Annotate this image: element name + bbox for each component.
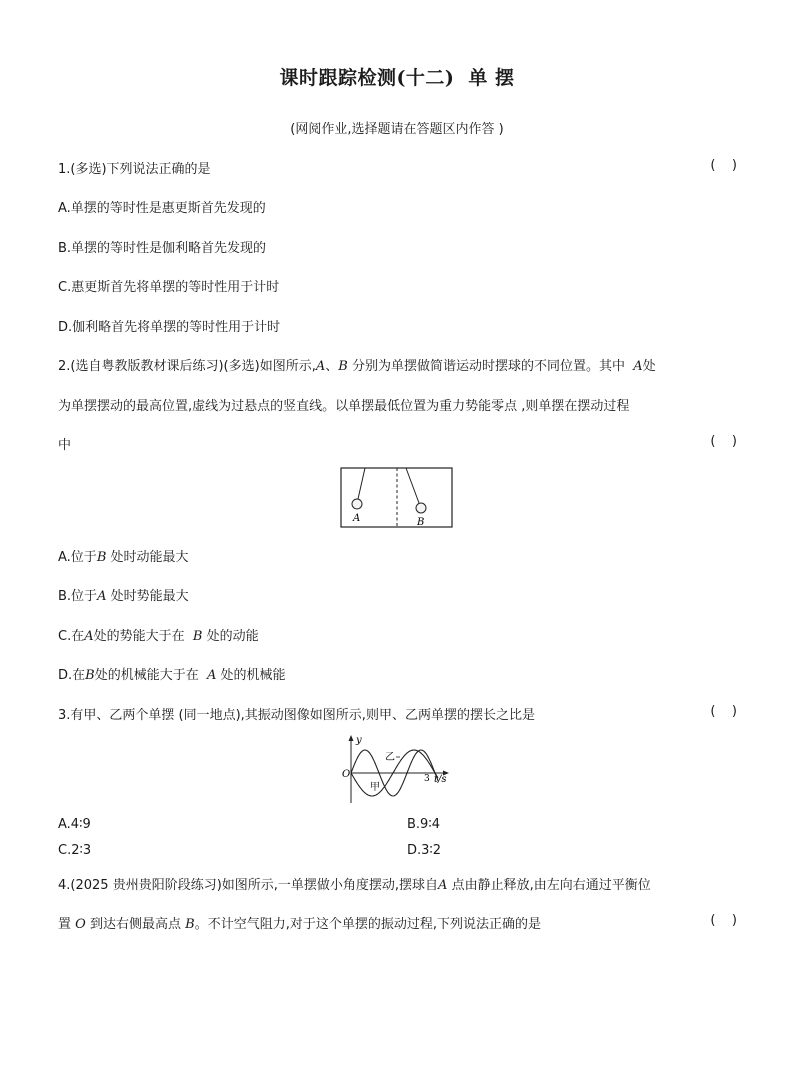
- q1-option-d: D.伽利略首先将单摆的等时性用于计时: [58, 320, 281, 335]
- q4-stem-line2: 置 O 到达右侧最高点 B。不计空气阻力,对于这个单摆的振动过程,下列说法正确的是: [58, 917, 541, 932]
- label-b: B: [417, 517, 425, 528]
- q2-stem-line3: 中: [58, 438, 72, 453]
- origin-label: O: [342, 769, 351, 780]
- q4-answer-paren: ( ): [710, 913, 737, 928]
- q2-option-a: A.位于B 处时动能最大: [58, 550, 189, 565]
- q2-option-b: B.位于A 处时势能最大: [58, 589, 189, 604]
- q2-stem-line2: 为单摆摆动的最高位置,虚线为过悬点的竖直线。以单摆最低位置为重力势能零点 ,则单摆在摆动过程: [58, 399, 630, 414]
- q1-stem: 1.(多选)下列说法正确的是: [58, 162, 211, 177]
- tick-label-3: 3: [424, 774, 430, 784]
- q2-option-c: C.在A处的势能大于在 B 处的动能: [58, 629, 259, 644]
- q4-stem-line1: 4.(2025 贵州贵阳阶段练习)如图所示,一单摆做小角度摆动,摆球自A 点由静止释放,由左向右通过平衡位: [58, 878, 651, 893]
- bob-b: [416, 503, 426, 513]
- q2-stem-line1: 2.(选自粤教版教材课后练习)(多选)如图所示,A、B 分别为单摆做简谐运动时摆球的不同位置。其中 A处: [58, 359, 656, 374]
- title-main: 课时跟踪检测(十二): [279, 67, 455, 89]
- page-subtitle: (网阅作业,选择题请在答题区内作答 ): [290, 122, 504, 137]
- x-axis-label: t/s: [434, 774, 447, 785]
- page-title: [0, 63, 794, 90]
- q3-stem: 3.有甲、乙两个单摆 (同一地点),其振动图像如图所示,则甲、乙两单摆的摆长之比是: [58, 708, 535, 723]
- q3-answer-paren: ( ): [710, 704, 737, 719]
- q2-option-d: D.在B处的机械能大于在 A 处的机械能: [58, 668, 286, 683]
- string-b: [406, 468, 419, 503]
- label-a: A: [353, 513, 361, 524]
- title-topic: 单 摆: [468, 67, 515, 89]
- q1-answer-paren: ( ): [710, 158, 737, 173]
- string-a: [358, 468, 365, 499]
- q3-option-a: A.4∶9: [58, 817, 91, 832]
- q3-option-d: D.3∶2: [407, 843, 442, 858]
- q3-vibration-graph: [336, 733, 456, 805]
- q3-option-b: B.9∶4: [407, 817, 440, 832]
- bob-a: [352, 499, 362, 509]
- q2-answer-paren: ( ): [710, 434, 737, 449]
- q2-pendulum-figure: [340, 467, 454, 529]
- y-axis-label: y: [356, 735, 362, 746]
- q3-option-c: C.2∶3: [58, 843, 92, 858]
- q1-option-a: A.单摆的等时性是惠更斯首先发现的: [58, 201, 266, 216]
- q1-option-c: C.惠更斯首先将单摆的等时性用于计时: [58, 280, 280, 295]
- q1-option-b: B.单摆的等时性是伽利略首先发现的: [58, 241, 267, 256]
- y-axis-arrow: [349, 735, 354, 741]
- series-label-yi: 乙: [385, 752, 395, 763]
- series-label-jia: 甲: [370, 782, 380, 793]
